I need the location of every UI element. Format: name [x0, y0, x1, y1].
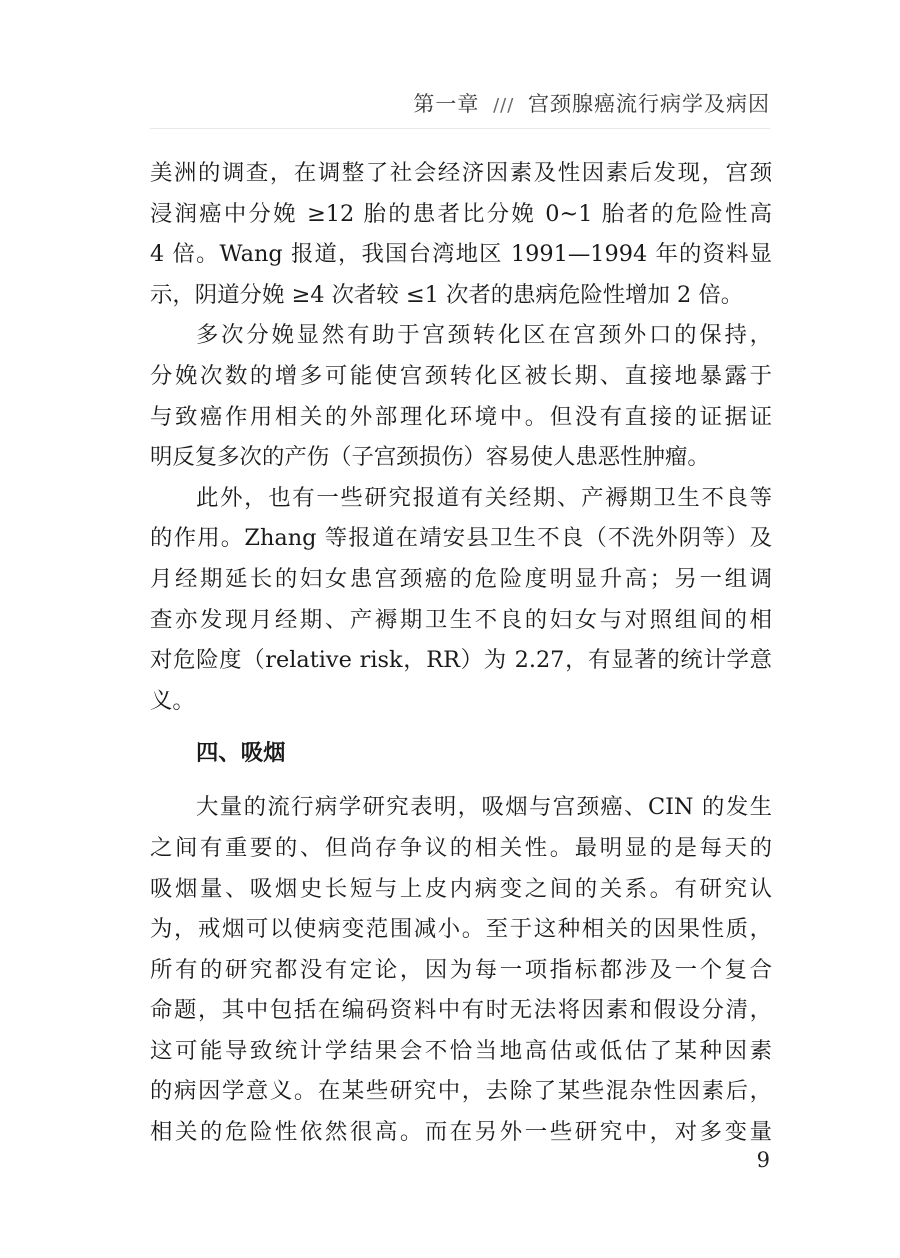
- body-line: 查亦发现月经期、产褥期卫生不良的妇女与对照组间的相: [150, 606, 772, 633]
- header-separator: ///: [493, 95, 515, 116]
- body-line: 美洲的调查，在调整了社会经济因素及性因素后发现，宫颈: [150, 160, 772, 186]
- body-line: 相关的危险性依然很高。而在另外一些研究中，对多变量: [150, 1119, 772, 1146]
- body-line: 浸润癌中分娩 ≥12 胎的患者比分娩 0~1 胎者的危险性高: [150, 200, 772, 227]
- body-line: 多次分娩显然有助于宫颈转化区在宫颈外口的保持，: [196, 322, 772, 349]
- body-line: 4 倍。Wang 报道，我国台湾地区 1991—1994 年的资料显: [150, 241, 772, 268]
- body-line: 此外，也有一些研究报道有关经期、产褥期卫生不良等: [196, 484, 772, 511]
- chapter-label: 第一章: [413, 92, 480, 116]
- body-line: 示，阴道分娩 ≥4 次者较 ≤1 次者的患病危险性增加 2 倍。: [150, 281, 744, 308]
- body-line: 命题，其中包括在编码资料中有时无法将因素和假设分清，: [150, 997, 772, 1024]
- body-line: 这可能导致统计学结果会不恰当地高估或低估了某种因素: [150, 1037, 772, 1064]
- page-body: [150, 153, 772, 1153]
- body-line: 对危险度（relative risk，RR）为 2.27，有显著的统计学意义。: [150, 647, 772, 714]
- body-line: 大量的流行病学研究表明，吸烟与宫颈癌、CIN 的发生: [196, 794, 772, 821]
- body-line: 所有的研究都没有定论，因为每一项指标都涉及一个复合: [150, 956, 772, 983]
- chapter-title: 宫颈腺癌流行病学及病因: [528, 92, 770, 116]
- header-rule: [150, 128, 770, 129]
- page-number: 9: [756, 1148, 770, 1172]
- body-line: 分娩次数的增多可能使宫颈转化区被长期、直接地暴露于: [150, 362, 772, 389]
- body-line: 的病因学意义。在某些研究中，去除了某些混杂性因素后，: [150, 1078, 772, 1105]
- body-line: 的作用。Zhang 等报道在靖安县卫生不良（不洗外阴等）及: [150, 525, 772, 552]
- body-line: 之间有重要的、但尚存争议的相关性。最明显的是每天的: [150, 834, 772, 861]
- body-line: 月经期延长的妇女患宫颈癌的危险度明显升高；另一组调: [150, 565, 772, 592]
- body-line: 明反复多次的产伤（子宫颈损伤）容易使人患恶性肿瘤。: [150, 444, 710, 471]
- body-line: 吸烟量、吸烟史长短与上皮内病变之间的关系。有研究认: [150, 875, 772, 902]
- body-line: 为，戒烟可以使病变范围减小。至于这种相关的因果性质，: [150, 916, 772, 943]
- running-header: [413, 88, 770, 118]
- body-line: 与致癌作用相关的外部理化环境中。但没有直接的证据证: [150, 403, 772, 430]
- section-heading: 四、吸烟: [196, 740, 286, 767]
